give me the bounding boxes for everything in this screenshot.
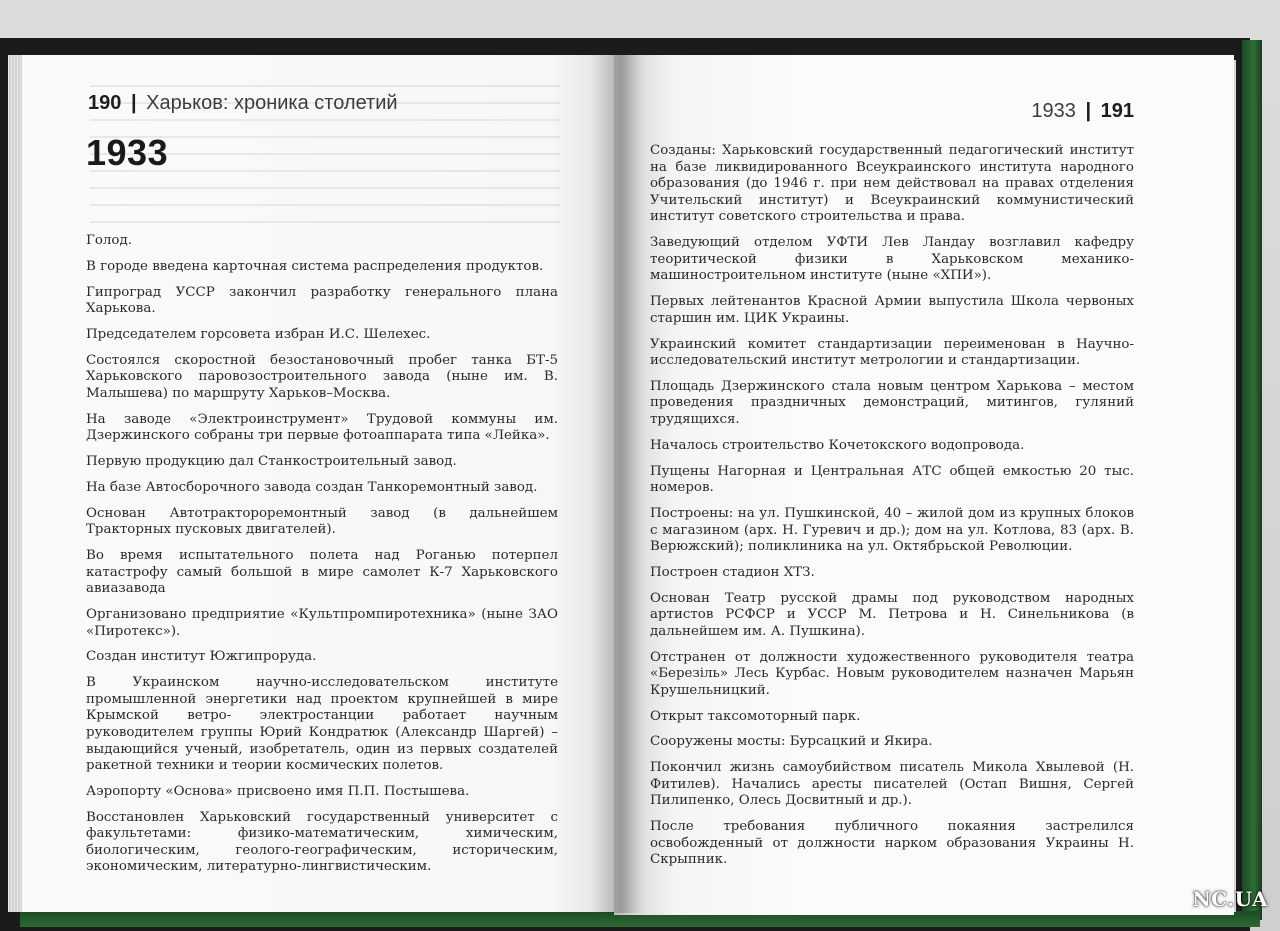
- chronicle-entry: Основан Театр русской драмы под руководством народных артистов РСФСР и УССР М. Петрова и Н. Синельникова (в дальнейшем им. А. Пушкина).: [650, 590, 1134, 639]
- book-cover-edge-right: [1242, 40, 1262, 920]
- chronicle-entry: Заведующий отделом УФТИ Лев Ландау возглавил кафедру теоритической физики в Харьковском механико-машиностроительном институте (ныне «ХПИ»).: [650, 235, 1134, 284]
- chronicle-entry: Созданы: Харьковский государственный педагогический институт на базе ликвидированного Всеукраинского института народного образования (до 1946 г. при нем действовал на правах отделения Учительский институт) и Всеукраинский коммунистический институт советского строительства и права.: [650, 143, 1134, 225]
- chronicle-entry: Основан Автотрактороремонтный завод (в дальнейшем Тракторных пусковых двигателей).: [86, 505, 558, 538]
- right-running-head: [1031, 100, 1134, 123]
- chronicle-entry: Состоялся скоростной безостановочный пробег танка БТ-5 Харьковского паровозостроительного завода (ныне им. В. Малышева) по маршруту Харьков–Москва.: [86, 352, 558, 401]
- chronicle-entry: Гипроград УССР закончил разработку генерального плана Харькова.: [86, 284, 558, 317]
- right-page: [614, 55, 1234, 915]
- chronicle-entry: Украинский комитет стандартизации переименован в Научно-исследовательский институт метрологии и стандартизации.: [650, 336, 1134, 369]
- show-through-text: [90, 85, 560, 225]
- left-chronicle-column: [86, 233, 558, 885]
- right-page-number: 191: [1100, 100, 1134, 122]
- chronicle-entry: Открыт таксомоторный парк.: [650, 708, 861, 724]
- chronicle-entry: Построен стадион ХТЗ.: [650, 564, 815, 580]
- chronicle-entry: Началось строительство Кочетокского водопровода.: [650, 437, 1025, 453]
- chronicle-entry: Покончил жизнь самоубийством писатель Микола Хвылевой (Н. Фитилев). Начались аресты писателей (Остап Вишня, Сергей Пилипенко, Олесь Досвитный и др.).: [650, 760, 1134, 809]
- right-header-separator: |: [1085, 100, 1092, 122]
- chronicle-entry: Во время испытательного полета над Роганью потерпел катастрофу самый большой в мире самолет К-7 Харьковского авиазавода: [86, 548, 558, 597]
- chronicle-entry: После требования публичного покаяния застрелился освобожденный от должности нарком образования Украины Н. Скрыпник.: [650, 819, 1134, 868]
- chronicle-entry: Отстранен от должности художественного руководителя театра «Березіль» Лесь Курбас. Новым руководителем назначен Марьян Крушельницкий.: [650, 649, 1134, 698]
- chronicle-entry: Председателем горсовета избран И.С. Шелехес.: [86, 326, 431, 342]
- chronicle-entry: На базе Автосборочного завода создан Танкоремонтный завод.: [86, 479, 538, 495]
- chronicle-entry: Аэропорту «Основа» присвоено имя П.П. Постышева.: [86, 783, 470, 799]
- chronicle-entry: Площадь Дзержинского стала новым центром Харькова – местом проведения праздничных демонстраций, митингов, гуляний трудящихся.: [650, 378, 1134, 428]
- left-running-title: Харьков: хроника столетий: [146, 92, 398, 114]
- chronicle-entry: В городе введена карточная система распределения продуктов.: [86, 258, 544, 274]
- left-header-separator: |: [130, 92, 137, 114]
- left-page-stack-edge: [8, 55, 22, 912]
- site-watermark: NC.UA: [1192, 887, 1268, 911]
- chronicle-entry: Сооружены мосты: Бурсацкий и Якира.: [650, 734, 933, 750]
- right-running-title: 1933: [1031, 100, 1076, 122]
- chronicle-entry: Восстановлен Харьковский государственный университет с факультетами: физико-математическим, химическим, биологическим, геолого-географическим, историческим, экономическим, литературно-лингвистическим.: [86, 809, 558, 875]
- chronicle-entry: Голод.: [86, 233, 132, 248]
- chronicle-entry: В Украинском научно-исследовательском институте промышленной энергетики над проектом крупнейшей в мире Крымской ветро- электростанции работает научным руководителем группы Юрий Кондратюк (Александр Шаргей) – выдающийся ученый, изобретатель, один из первых создателей ракетной техники и теории космических полетов.: [86, 675, 558, 774]
- chronicle-entry: Первую продукцию дал Станкостроительный завод.: [86, 454, 457, 470]
- left-page-number: 190: [88, 92, 122, 114]
- chronicle-entry: Создан институт Южгипроруда.: [86, 649, 317, 665]
- chronicle-entry: Пущены Нагорная и Центральная АТС общей емкостью 20 тыс. номеров.: [650, 463, 1134, 496]
- year-heading: 1933: [86, 132, 169, 173]
- chronicle-entry: Построены: на ул. Пушкинской, 40 – жилой дом из крупных блоков с магазином (арх. Н. Гуревич и др.); дом на ул. Котлова, 83 (арх. В. Верюжский); поликлиника на ул. Октябрьской Революции.: [650, 506, 1134, 555]
- chronicle-entry: Первых лейтенантов Красной Армии выпустила Школа червоных старшин им. ЦИК Украины.: [650, 294, 1134, 326]
- chronicle-entry: На заводе «Электроинструмент» Трудовой коммуны им. Дзержинского собраны три первые фотоаппарата типа «Лейка».: [86, 411, 558, 444]
- chronicle-entry: Организовано предприятие «Культпромпиротехника» (ныне ЗАО «Пиротекс»).: [86, 606, 558, 639]
- right-chronicle-column: [650, 143, 1134, 878]
